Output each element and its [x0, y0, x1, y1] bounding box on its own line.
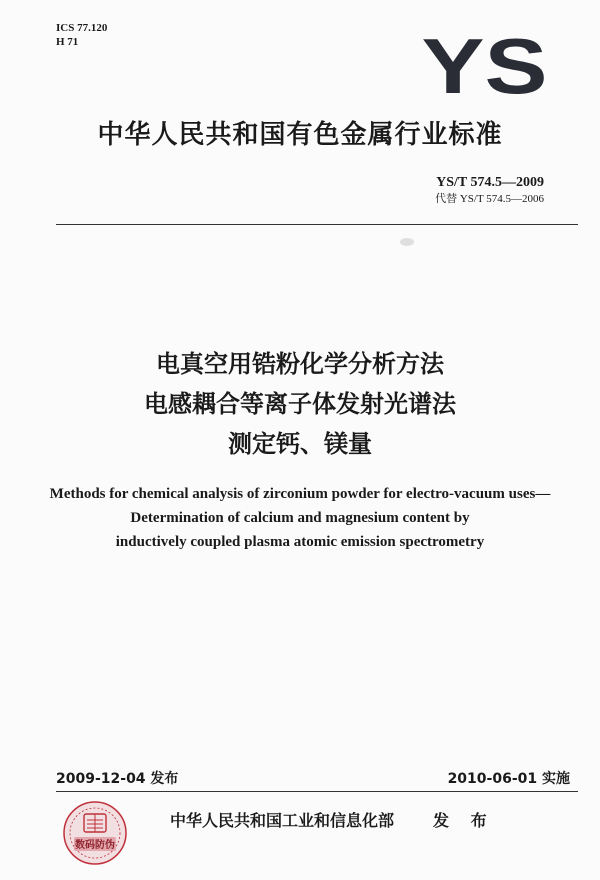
title-zh-line-2: 电感耦合等离子体发射光谱法 — [144, 390, 456, 418]
publish-date: 2009-12-04 发布 — [56, 771, 179, 787]
issue-word: 发 布 — [433, 811, 495, 830]
title-zh-line-3: 测定钙、镁量 — [228, 430, 372, 458]
title-en — [0, 482, 600, 554]
title-en-line-2: Determination of calcium and magnesium content by — [130, 510, 470, 526]
standard-number: YS/T 574.5—2009 — [436, 175, 544, 190]
seal-label: 数码防伪 — [75, 840, 115, 851]
anti-counterfeit-seal — [62, 800, 128, 866]
title-zh-line-1: 电真空用锆粉化学分析方法 — [156, 350, 444, 378]
seal-ring — [64, 802, 126, 864]
header-divider — [56, 224, 578, 225]
ys-logo-text: YS — [421, 34, 548, 96]
replaces-standard: 代替 YS/T 574.5—2006 — [435, 193, 544, 205]
ys-logo — [421, 34, 548, 96]
ics-code: ICS 77.120 — [56, 22, 108, 34]
classification-block — [56, 21, 107, 49]
issuer-name: 中华人民共和国工业和信息化部 — [170, 811, 395, 830]
title-en-line-3: inductively coupled plasma atomic emission spectrometry — [115, 534, 485, 550]
org-title: 中华人民共和国有色金属行业标准 — [97, 120, 503, 150]
footer-divider — [56, 791, 578, 792]
ccs-code: H 71 — [56, 36, 79, 48]
print-speck — [400, 238, 414, 246]
standard-number-block — [435, 174, 544, 206]
implement-date: 2010-06-01 实施 — [447, 771, 570, 787]
title-en-line-1: Methods for chemical analysis of zirconium powder for electro-vacuum uses— — [49, 486, 551, 502]
